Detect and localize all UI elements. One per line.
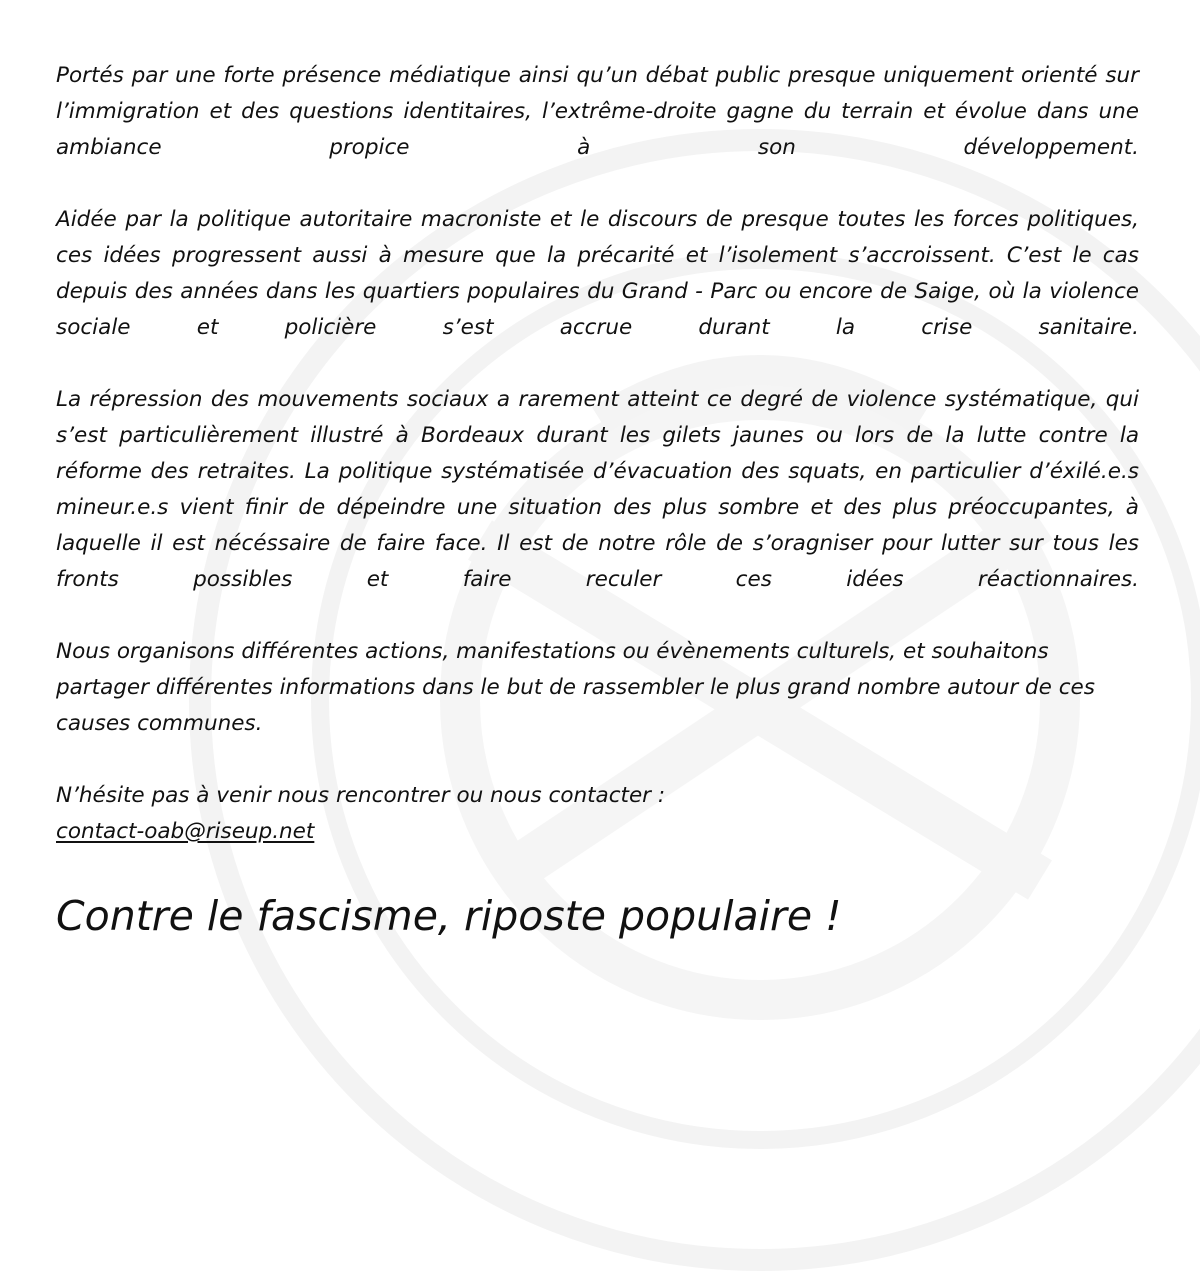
- paragraph-intro: Portés par une forte présence médiatique ainsi qu’un débat public presque uniquement orienté sur l’immigration et des questions identitaires, l’extrême-droite gagne du terrain et évolue dans une ambiance propice à son développement.: [56, 63, 1139, 160]
- paragraph-repression: La répression des mouvements sociaux a rarement atteint ce degré de violence systématique, qui s’est particulièrement illustré à Bordeaux durant les gilets jaunes ou lors de la lutte contre la réforme des retraites. La politique systématisée d’évacuation des squats, en particulier d’éxilé.e.s mineur.e.s vient finir de dépeindre une situation des plus sombre et des plus préoccupantes, à laquelle il est nécéssaire de faire face. Il est de notre rôle de s’oragniser pour lutter sur tous les fronts possibles et faire reculer ces idées réactionnaires.: [56, 387, 1139, 592]
- contact-email-link[interactable]: contact-oab@riseup.net: [56, 819, 315, 844]
- contact-intro: N’hésite pas à venir nous rencontrer ou nous contacter :: [56, 783, 666, 808]
- main-content: [56, 58, 1139, 942]
- contact-block: [56, 778, 1139, 850]
- paragraph-actions: Nous organisons différentes actions, manifestations ou évènements culturels, et souhaitons partager différentes informations dans le but de rassembler le plus grand nombre autour de ces causes communes.: [56, 639, 1095, 736]
- paragraph-context: Aidée par la politique autoritaire macroniste et le discours de presque toutes les forces politiques, ces idées progressent aussi à mesure que la précarité et l’isolement s’accroissent. C’est le cas depuis des années dans les quartiers populaires du Grand - Parc ou encore de Saige, où la violence sociale et policière s’est accrue durant la crise sanitaire.: [56, 207, 1139, 340]
- slogan: Contre le fascisme, riposte populaire !: [56, 892, 842, 940]
